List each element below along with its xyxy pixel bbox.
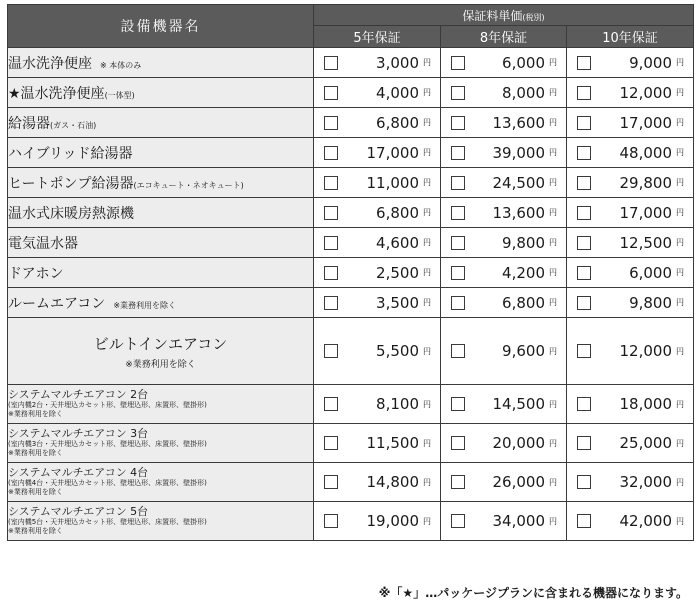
equipment-name: システムマルチエアコン 5台 <box>8 505 149 518</box>
warranty-price-table <box>7 4 694 541</box>
price-title: 保証料単価 <box>462 8 523 23</box>
equipment-name: 給湯器 <box>8 115 50 132</box>
price-cell-8year <box>441 198 567 228</box>
price-cell-content <box>567 264 693 282</box>
currency-unit: 円 <box>423 298 431 307</box>
price-amount: 4,600 <box>376 233 419 252</box>
price-cell-content <box>441 84 566 102</box>
price-amount: 6,800 <box>376 113 419 132</box>
currency-unit: 円 <box>423 399 431 409</box>
table-row <box>8 424 694 463</box>
currency-unit: 円 <box>676 58 685 67</box>
select-checkbox[interactable] <box>577 266 591 280</box>
currency-unit: 円 <box>549 268 557 277</box>
price-cell-content <box>441 342 566 360</box>
table-row <box>8 168 694 198</box>
price-cell-8year <box>441 385 567 424</box>
select-checkbox[interactable] <box>451 176 465 190</box>
price-cell-5year <box>314 198 441 228</box>
equipment-detail: (室内機2台・天井埋込カセット形、壁埋込形、床置形、壁掛形) <box>8 401 207 409</box>
currency-unit: 円 <box>423 148 431 157</box>
price-amount: 4,200 <box>502 263 545 282</box>
price-cell-content <box>567 144 693 162</box>
equipment-name-cell <box>8 108 314 138</box>
equipment-name-cell <box>8 258 314 288</box>
select-checkbox[interactable] <box>577 56 591 70</box>
select-checkbox[interactable] <box>324 56 338 70</box>
currency-unit: 円 <box>676 477 685 487</box>
table-row <box>8 228 694 258</box>
price-cell-8year <box>441 463 567 502</box>
price-cell-content <box>314 204 440 222</box>
price-cell-5year <box>314 48 441 78</box>
price-amount: 9,800 <box>629 293 673 312</box>
select-checkbox[interactable] <box>577 176 591 190</box>
price-cell-5year <box>314 78 441 108</box>
currency-unit: 円 <box>423 438 431 448</box>
price-cell-10year <box>567 78 694 108</box>
table-row <box>8 108 694 138</box>
equipment-name-cell <box>8 502 314 541</box>
price-amount: 5,500 <box>376 342 419 360</box>
select-checkbox[interactable] <box>324 344 338 358</box>
price-cell-content <box>567 512 693 530</box>
select-checkbox[interactable] <box>451 86 465 100</box>
price-cell-10year <box>567 228 694 258</box>
price-cell-content <box>567 434 693 452</box>
currency-unit: 円 <box>676 118 685 127</box>
select-checkbox[interactable] <box>451 296 465 310</box>
price-cell-8year <box>441 168 567 198</box>
price-cell-content <box>441 54 566 72</box>
price-cell-content <box>314 434 440 452</box>
select-checkbox[interactable] <box>324 176 338 190</box>
equipment-note: ※ 本体のみ <box>100 60 142 70</box>
equipment-name-cell <box>8 138 314 168</box>
price-amount: 32,000 <box>619 473 673 491</box>
equipment-name: 電気温水器 <box>8 235 78 252</box>
table-row <box>8 48 694 78</box>
equipment-name: ★温水洗浄便座 <box>8 85 105 102</box>
select-checkbox[interactable] <box>451 436 465 450</box>
price-cell-content <box>314 54 440 72</box>
equipment-name: システムマルチエアコン 2台 <box>8 388 149 401</box>
select-checkbox[interactable] <box>324 514 338 528</box>
currency-unit: 円 <box>549 399 557 409</box>
select-checkbox[interactable] <box>577 475 591 489</box>
price-amount: 48,000 <box>619 143 673 162</box>
equipment-note: ※業務利用を除く <box>8 488 63 496</box>
price-cell-content <box>441 234 566 252</box>
table-row <box>8 288 694 318</box>
equipment-name: 温水洗浄便座 <box>8 55 92 72</box>
price-cell-10year <box>567 138 694 168</box>
plan-5year-header: 5年保証 <box>314 26 441 48</box>
price-cell-content <box>567 294 693 312</box>
currency-unit: 円 <box>676 516 685 526</box>
currency-unit: 円 <box>423 268 431 277</box>
currency-unit: 円 <box>549 438 557 448</box>
equipment-name-cell <box>8 463 314 502</box>
equipment-header: 設備機器名 <box>8 5 314 48</box>
select-checkbox[interactable] <box>577 206 591 220</box>
equipment-note: ※業務利用を除く <box>125 359 196 370</box>
price-cell-8year <box>441 48 567 78</box>
table-row <box>8 502 694 541</box>
currency-unit: 円 <box>676 438 685 448</box>
equipment-note: ※業務利用を除く <box>8 527 63 535</box>
select-checkbox[interactable] <box>451 514 465 528</box>
price-cell-10year <box>567 198 694 228</box>
price-amount: 26,000 <box>492 473 545 491</box>
price-cell-content <box>314 84 440 102</box>
footnote: ※「★」…パッケージプランに含まれる機器になります。 <box>378 586 688 600</box>
price-amount: 18,000 <box>619 395 673 413</box>
equipment-note: ※業務利用を除く <box>8 449 63 457</box>
price-cell-content <box>567 473 693 491</box>
price-cell-5year <box>314 424 441 463</box>
price-cell-content <box>441 114 566 132</box>
price-cell-10year <box>567 258 694 288</box>
price-cell-content <box>441 144 566 162</box>
equipment-name-cell <box>8 318 314 385</box>
price-cell-content <box>567 114 693 132</box>
equipment-note: ※業務利用を除く <box>8 410 63 418</box>
currency-unit: 円 <box>423 118 431 127</box>
select-checkbox[interactable] <box>577 86 591 100</box>
price-cell-8year <box>441 288 567 318</box>
price-amount: 6,000 <box>629 263 673 282</box>
currency-unit: 円 <box>676 148 685 157</box>
equipment-detail: (室内機4台・天井埋込カセット形、壁埋込形、床置形、壁掛形) <box>8 479 207 487</box>
table-row <box>8 78 694 108</box>
equipment-detail: (室内機5台・天井埋込カセット形、壁埋込形、床置形、壁掛形) <box>8 518 207 526</box>
table-row <box>8 258 694 288</box>
price-amount: 2,500 <box>376 263 419 282</box>
currency-unit: 円 <box>549 346 557 356</box>
price-amount: 6,800 <box>502 293 545 312</box>
price-cell-content <box>567 174 693 192</box>
select-checkbox[interactable] <box>324 206 338 220</box>
price-cell-10year <box>567 463 694 502</box>
currency-unit: 円 <box>549 516 557 526</box>
currency-unit: 円 <box>423 208 431 217</box>
price-amount: 24,500 <box>492 173 545 192</box>
currency-unit: 円 <box>423 58 431 67</box>
currency-unit: 円 <box>676 298 685 307</box>
price-cell-5year <box>314 138 441 168</box>
select-checkbox[interactable] <box>577 146 591 160</box>
currency-unit: 円 <box>423 178 431 187</box>
price-cell-content <box>567 234 693 252</box>
select-checkbox[interactable] <box>451 56 465 70</box>
currency-unit: 円 <box>549 178 557 187</box>
currency-unit: 円 <box>676 238 685 247</box>
equipment-name: 温水式床暖房熱源機 <box>8 205 134 222</box>
price-cell-content <box>314 144 440 162</box>
price-cell-5year <box>314 502 441 541</box>
equipment-note: (一体型) <box>104 90 135 100</box>
plan-10year-header: 10年保証 <box>567 26 694 48</box>
currency-unit: 円 <box>676 268 685 277</box>
price-cell-10year <box>567 424 694 463</box>
plan-8year-header: 8年保証 <box>441 26 567 48</box>
equipment-name: ハイブリッド給湯器 <box>8 145 133 162</box>
select-checkbox[interactable] <box>577 296 591 310</box>
price-amount: 3,500 <box>376 293 419 312</box>
equipment-name-cell <box>8 288 314 318</box>
price-cell-content <box>567 54 693 72</box>
price-cell-content <box>314 294 440 312</box>
price-amount: 11,000 <box>366 173 419 192</box>
currency-unit: 円 <box>423 477 431 487</box>
currency-unit: 円 <box>423 238 431 247</box>
select-checkbox[interactable] <box>577 344 591 358</box>
currency-unit: 円 <box>549 148 557 157</box>
price-amount: 13,600 <box>492 113 545 132</box>
price-cell-content <box>314 234 440 252</box>
price-amount: 29,800 <box>619 173 673 192</box>
price-cell-8year <box>441 318 567 385</box>
price-header <box>314 5 694 26</box>
price-cell-content <box>314 174 440 192</box>
select-checkbox[interactable] <box>577 397 591 411</box>
price-amount: 3,000 <box>376 53 419 72</box>
price-cell-content <box>567 84 693 102</box>
currency-unit: 円 <box>676 208 685 217</box>
price-cell-8year <box>441 78 567 108</box>
price-cell-content <box>314 114 440 132</box>
select-checkbox[interactable] <box>577 236 591 250</box>
price-cell-10year <box>567 168 694 198</box>
price-cell-content <box>314 395 440 413</box>
select-checkbox[interactable] <box>451 236 465 250</box>
price-amount: 14,800 <box>366 473 419 491</box>
price-cell-10year <box>567 48 694 78</box>
price-cell-content <box>441 204 566 222</box>
price-amount: 19,000 <box>366 512 419 530</box>
price-amount: 14,500 <box>492 395 545 413</box>
select-checkbox[interactable] <box>451 344 465 358</box>
currency-unit: 円 <box>423 88 431 97</box>
select-checkbox[interactable] <box>451 116 465 130</box>
price-cell-content <box>441 473 566 491</box>
equipment-name: ルームエアコン <box>8 295 106 312</box>
select-checkbox[interactable] <box>451 475 465 489</box>
table-row <box>8 138 694 168</box>
table-row <box>8 318 694 385</box>
equipment-note: ※業務利用を除く <box>113 300 177 310</box>
currency-unit: 円 <box>676 178 685 187</box>
equipment-detail: (室内機3台・天井埋込カセット形、壁埋込形、床置形、壁掛形) <box>8 440 207 448</box>
price-amount: 8,100 <box>376 395 419 413</box>
select-checkbox[interactable] <box>451 146 465 160</box>
price-cell-content <box>567 395 693 413</box>
select-checkbox[interactable] <box>324 86 338 100</box>
equipment-name-cell <box>8 198 314 228</box>
equipment-name: システムマルチエアコン 3台 <box>8 427 149 440</box>
price-amount: 13,600 <box>492 203 545 222</box>
select-checkbox[interactable] <box>324 266 338 280</box>
price-cell-content <box>314 342 440 360</box>
price-cell-content <box>441 294 566 312</box>
price-amount: 17,000 <box>366 143 419 162</box>
price-tax-note: (税別) <box>522 12 545 22</box>
price-cell-content <box>441 434 566 452</box>
price-cell-content <box>314 473 440 491</box>
price-cell-5year <box>314 108 441 138</box>
price-cell-8year <box>441 424 567 463</box>
select-checkbox[interactable] <box>324 475 338 489</box>
equipment-note: (ガス・石油) <box>50 120 97 130</box>
price-amount: 17,000 <box>619 203 673 222</box>
table-row <box>8 198 694 228</box>
price-cell-5year <box>314 385 441 424</box>
price-cell-5year <box>314 288 441 318</box>
price-amount: 8,000 <box>502 83 545 102</box>
equipment-name: システムマルチエアコン 4台 <box>8 466 149 479</box>
select-checkbox[interactable] <box>577 514 591 528</box>
equipment-name-cell <box>8 385 314 424</box>
select-checkbox[interactable] <box>324 397 338 411</box>
currency-unit: 円 <box>549 58 557 67</box>
price-amount: 9,800 <box>502 233 545 252</box>
price-amount: 6,800 <box>376 203 419 222</box>
price-cell-5year <box>314 228 441 258</box>
currency-unit: 円 <box>549 298 557 307</box>
select-checkbox[interactable] <box>451 206 465 220</box>
select-checkbox[interactable] <box>324 296 338 310</box>
price-cell-content <box>314 264 440 282</box>
price-cell-8year <box>441 502 567 541</box>
price-cell-10year <box>567 288 694 318</box>
equipment-name: ビルトインエアコン <box>93 334 228 353</box>
price-cell-5year <box>314 258 441 288</box>
equipment-name-cell <box>8 424 314 463</box>
price-amount: 12,500 <box>619 233 673 252</box>
price-amount: 12,000 <box>619 83 673 102</box>
currency-unit: 円 <box>676 399 685 409</box>
price-cell-content <box>441 264 566 282</box>
price-cell-10year <box>567 108 694 138</box>
price-amount: 11,500 <box>366 434 419 452</box>
table-row <box>8 385 694 424</box>
price-cell-content <box>314 512 440 530</box>
price-amount: 34,000 <box>492 512 545 530</box>
currency-unit: 円 <box>423 516 431 526</box>
select-checkbox[interactable] <box>324 236 338 250</box>
price-amount: 20,000 <box>492 434 545 452</box>
price-cell-8year <box>441 108 567 138</box>
select-checkbox[interactable] <box>324 146 338 160</box>
price-amount: 42,000 <box>619 512 673 530</box>
currency-unit: 円 <box>549 477 557 487</box>
equipment-name-cell <box>8 48 314 78</box>
price-cell-5year <box>314 463 441 502</box>
select-checkbox[interactable] <box>577 116 591 130</box>
price-cell-8year <box>441 258 567 288</box>
price-amount: 4,000 <box>376 83 419 102</box>
equipment-name: ヒートポンプ給湯器 <box>8 175 134 192</box>
price-amount: 39,000 <box>492 143 545 162</box>
currency-unit: 円 <box>423 346 431 356</box>
price-cell-5year <box>314 318 441 385</box>
price-cell-content <box>441 174 566 192</box>
currency-unit: 円 <box>549 88 557 97</box>
equipment-note: (エコキュート・ネオキュート) <box>133 180 244 190</box>
equipment-name: ドアホン <box>8 265 64 282</box>
currency-unit: 円 <box>549 208 557 217</box>
price-cell-content <box>441 395 566 413</box>
price-amount: 17,000 <box>619 113 673 132</box>
price-cell-8year <box>441 228 567 258</box>
currency-unit: 円 <box>676 88 685 97</box>
price-cell-content <box>567 204 693 222</box>
price-amount: 12,000 <box>619 342 673 360</box>
price-amount: 25,000 <box>619 434 673 452</box>
currency-unit: 円 <box>549 118 557 127</box>
price-amount: 9,600 <box>502 342 545 360</box>
select-checkbox[interactable] <box>451 397 465 411</box>
price-amount: 9,000 <box>629 53 673 72</box>
price-cell-10year <box>567 385 694 424</box>
equipment-name-cell <box>8 78 314 108</box>
price-cell-content <box>567 342 693 360</box>
price-amount: 6,000 <box>502 53 545 72</box>
select-checkbox[interactable] <box>451 266 465 280</box>
select-checkbox[interactable] <box>324 116 338 130</box>
select-checkbox[interactable] <box>577 436 591 450</box>
select-checkbox[interactable] <box>324 436 338 450</box>
price-cell-content <box>441 512 566 530</box>
equipment-name-cell <box>8 168 314 198</box>
price-cell-5year <box>314 168 441 198</box>
table-row <box>8 463 694 502</box>
equipment-name-cell <box>8 228 314 258</box>
price-cell-10year <box>567 502 694 541</box>
price-cell-10year <box>567 318 694 385</box>
price-cell-8year <box>441 138 567 168</box>
currency-unit: 円 <box>676 346 685 356</box>
currency-unit: 円 <box>549 238 557 247</box>
